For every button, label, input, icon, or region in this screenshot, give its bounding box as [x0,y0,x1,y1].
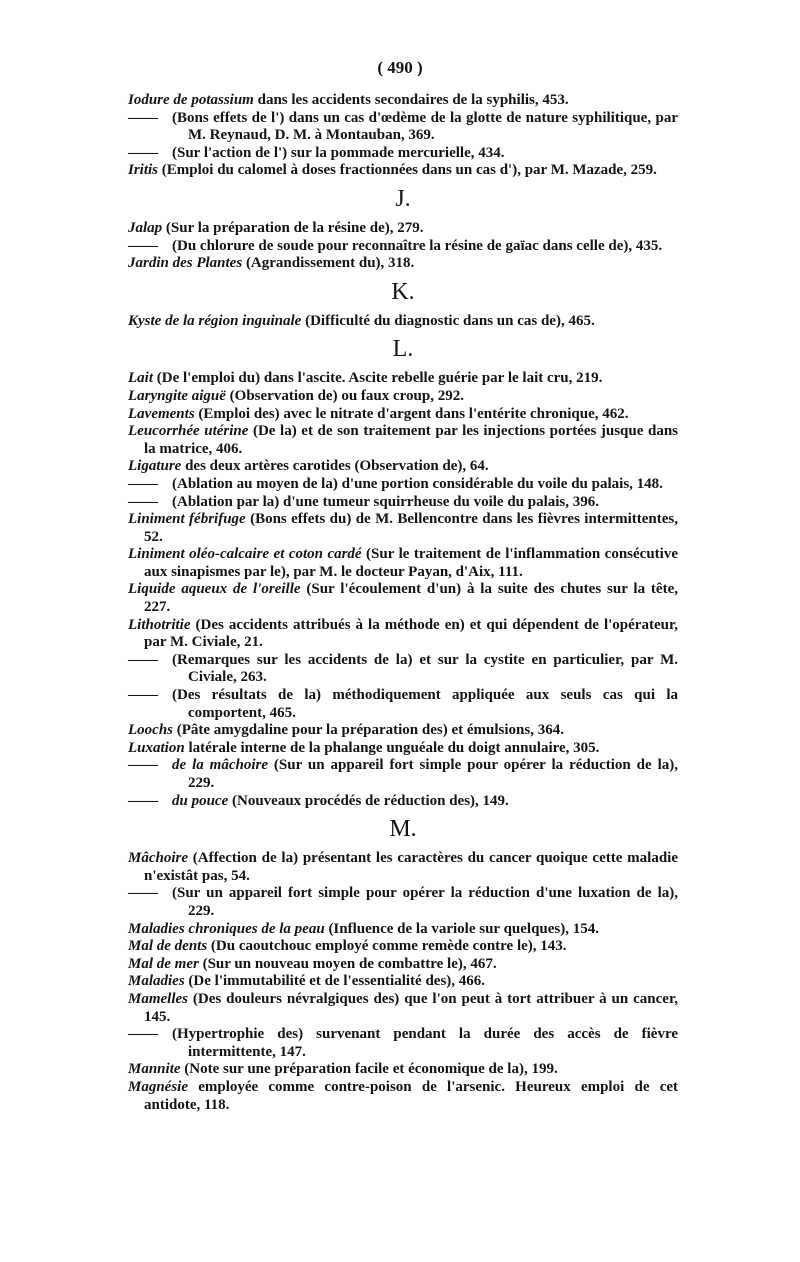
entry-term: Jardin des Plantes [128,255,243,272]
entry-text: (Des résultats de la) méthodiquement appliquée aux seuls cas qui la comportent, 465. [172,687,678,721]
ditto-dash: —— [128,792,158,809]
entry-text: (Pâte amygdaline pour la préparation des) et émulsions, 364. [173,722,564,739]
entry-text: (Sur l'écoulement d'un) à la suite des chutes sur la tête, 227. [144,581,678,616]
ditto-dash: —— [128,237,158,254]
index-entry [128,220,678,238]
entry-text: (Difficulté du diagnostic dans un cas de), 465. [301,312,595,329]
entry-term: Leucorrhée utérine [128,423,249,440]
section-letter: M. [389,816,417,843]
ditto-dash: —— [128,144,158,161]
entry-term: Iodure de potassium [128,92,254,108]
page-number: ( 490 ) [377,58,423,77]
entry-term: Lavements [128,405,195,422]
entry-text: (Sur un appareil fort simple pour opérer la réduction de la), 229. [188,757,678,791]
entry-text: (Sur le traitement de l'inflammation consécutive aux sinapismes par le), par M. le docteur Payan, d'Aix, 111. [144,546,678,580]
index-subentry [128,687,678,722]
ditto-dash: —— [128,757,158,774]
entry-text: (Observation de) ou faux croup, 292. [225,387,464,404]
entry-term: Mal de dents [128,938,208,955]
entry-text: (De l'emploi du) dans l'ascite. Ascite rebelle guérie par le lait cru, 219. [153,370,603,387]
entry-term: Liquide aqueux de l'oreille [128,581,301,598]
entry-text: (Du chlorure de soude pour reconnaître la résine de gaïac dans celle de), 435. [172,237,663,254]
index-entry [128,313,678,331]
entry-term: Jalap [128,219,163,236]
entry-text: (Ablation par la) d'une tumeur squirrheuse du voile du palais, 396. [172,493,600,510]
index-subentry [128,885,678,920]
ditto-dash: —— [128,1026,158,1043]
entry-text: (Sur un nouveau moyen de combattre le), 467. [198,955,497,972]
index-entry [128,956,678,974]
entry-term: de la mâchoire [172,757,268,774]
index-entry [128,370,678,388]
entry-term: Maladies chroniques de la peau [128,920,325,937]
entry-text: des deux artères carotides (Observation de), 64. [181,458,489,475]
index-entry [128,388,678,406]
entry-text: (De l'immutabilité et de l'essentialité des), 466. [184,973,486,990]
entry-term: Lait [128,370,153,387]
entry-term: Mal de mer [128,955,199,972]
index-entry [128,1061,678,1079]
entry-term: Maladies [128,973,185,990]
entry-text: (Emploi des) avec le nitrate d'argent dans l'entérite chronique, 462. [194,405,629,422]
ditto-dash: —— [128,885,158,902]
section-letter: K. [391,278,415,305]
index-subentry [128,476,678,494]
entry-term: Liniment oléo-calcaire et coton cardé [128,546,362,563]
entry-text: (Sur un appareil fort simple pour opérer la réduction d'une luxation de la), 229. [172,885,678,919]
ditto-dash: —— [128,493,158,510]
index-subentry [128,757,678,792]
entry-text: (Bons effets du) de M. Bellencontre dans les fièvres intermittentes, 52. [144,511,678,545]
section-letter: L. [392,336,414,363]
index-subentry [128,652,678,687]
entry-text: (De la) et de son traitement par les injections portées jusque dans la matrice, 406. [144,423,678,457]
entry-term: Kyste de la région inguinale [128,312,302,329]
index-subentry [128,238,678,256]
entry-text: employée comme contre-poison de l'arsenic. Heureux emploi de cet antidote, 118. [144,1078,678,1113]
entry-term: Mannite [128,1061,181,1078]
index-column [128,92,678,1114]
entry-term: Luxation [128,739,185,756]
entry-text: (Remarques sur les accidents de la) et sur la cystite en particulier, par M. Civiale, 263. [172,651,678,686]
index-entry [128,938,678,956]
index-entry [128,162,678,180]
entry-text: (Agrandissement du), 318. [242,255,415,272]
entry-term: Lithotritie [128,616,191,633]
entry-text: (Du caoutchouc employé comme remède contre le), 143. [207,938,567,955]
index-subentry [128,1026,678,1061]
entry-text: dans les accidents secondaires de la syphilis, 453. [253,92,569,108]
entry-term: Liniment fébrifuge [128,511,246,528]
index-entry [128,617,678,652]
entry-text: (Emploi du calomel à doses fractionnées dans un cas d'), par M. Mazade, 259. [158,162,657,179]
index-entry [128,458,678,476]
index-entry [128,423,678,458]
entry-term: Laryngite aiguë [128,387,226,404]
entry-term: Iritis [128,162,159,179]
index-entry [128,973,678,991]
index-entry [128,740,678,758]
entry-term: Magnésie [128,1078,188,1095]
entry-text: (Sur la préparation de la résine de), 279. [162,219,424,236]
entry-text: (Affection de la) présentant les caractères du cancer quoique cette maladie n'existât pas, 54. [144,850,678,884]
entry-term: Mamelles [128,990,188,1007]
index-entry [128,546,678,581]
ditto-dash: —— [128,687,158,704]
index-subentry [128,494,678,512]
entry-text: (Des douleurs névralgiques des) que l'on peut à tort attribuer à un cancer, 145. [144,990,678,1025]
entry-text: (Sur l'action de l') sur la pommade mercurielle, 434. [172,144,505,161]
index-entry [128,850,678,885]
entry-text: (Des accidents attribués à la méthode en) et qui dépendent de l'opérateur, par M. Civiale, 21. [144,616,678,651]
entry-text: (Hypertrophie des) survenant pendant la durée des accès de fièvre intermittente, 147. [172,1026,678,1060]
entry-term: Mâchoire [128,850,188,867]
entry-term: du pouce [172,792,229,809]
index-entry [128,511,678,546]
section-letter: J. [395,185,411,212]
index-entry [128,921,678,939]
entry-text: (Ablation au moyen de la) d'une portion considérable du voile du palais, 148. [172,475,663,492]
index-subentry [128,793,678,811]
index-entry [128,1079,678,1114]
index-entry [128,255,678,273]
index-entry [128,581,678,616]
entry-text: latérale interne de la phalange unguéale du doigt annulaire, 305. [184,739,600,756]
entry-term: Loochs [128,722,173,739]
entry-text: (Influence de la variole sur quelques), 154. [324,920,600,937]
index-subentry [128,110,678,145]
index-subentry [128,145,678,163]
entry-text: (Note sur une préparation facile et économique de la), 199. [180,1061,558,1078]
index-entry [128,991,678,1026]
ditto-dash: —— [128,475,158,492]
entry-text: (Nouveaux procédés de réduction des), 149. [228,792,509,809]
entry-text: (Bons effets de l') dans un cas d'œdème de la glotte de nature syphilitique, par M. Reynaud, D. M. à Montauban, 369. [172,109,678,144]
index-entry [128,92,678,110]
index-entry [128,722,678,740]
index-entry [128,406,678,424]
ditto-dash: —— [128,651,158,668]
ditto-dash: —— [128,109,158,126]
entry-term: Ligature [128,458,182,475]
